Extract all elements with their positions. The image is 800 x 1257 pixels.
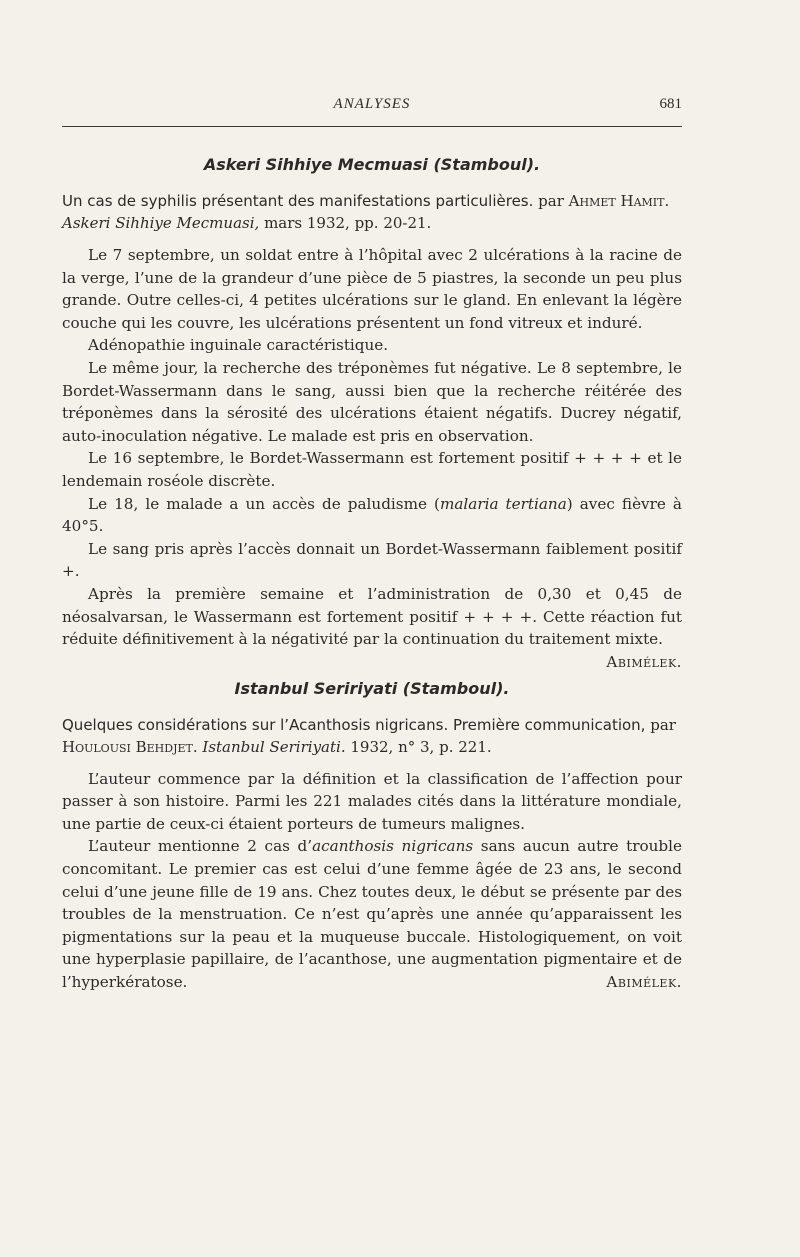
paragraph: Adénopathie inguinale caractéristique. (88, 336, 389, 355)
paragraph-acanthosis (62, 835, 682, 993)
journal-heading-1: Askeri Sihhiye Mecmuasi (Stamboul). (203, 155, 541, 174)
malaria-italic: malaria tertiana (439, 494, 567, 513)
header-rule (62, 126, 682, 127)
acanthosis-before: L’auteur mentionne 2 cas d’ (88, 837, 313, 856)
article-author-1: Ahmet Hamit. (568, 192, 670, 210)
acanthosis-italic: acanthosis nigricans (312, 837, 474, 856)
article-source-journal-2: Istanbul Seririyati. (202, 737, 346, 756)
signature-1: Abimélek. (606, 652, 682, 671)
article-author-2: Houlousi Behdjet. (62, 737, 198, 756)
paragraph-last-1 (62, 583, 682, 671)
running-head-title: ANALYSES (333, 96, 411, 112)
article-heading-1 (62, 190, 682, 234)
malaria-after: ) avec fièvre à 40°5. (62, 494, 682, 536)
article-heading-2 (62, 714, 682, 758)
paragraph: Le 16 septembre, le Bordet-Wassermann est fortement positif + + + + et le lendemain roséole discrète. (62, 449, 682, 490)
article-source-details-2: 1932, n° 3, p. 221. (350, 737, 492, 756)
paragraph-text: Après la première semaine et l’administration de 0,30 et 0,45 de néosalvarsan, le Wassermann est fortement positif + + + +. Cette réaction fut réduite définitivement à la négativité par la continuation du traitement mixte. (62, 584, 682, 649)
acanthosis-after: sans aucun autre trouble concomitant. Le premier cas est celui d’une femme âgée de 23 ans, le second celui d’une jeune fille de 19 ans. Chez toutes deux, le début se présente par des troubles de la menstruation. Ce n’est qu’après une année qu’apparaissent les pigmentations sur la peau et la muqueuse buccale. Histologiquement, on voit une hyperplasie papillaire, de l’acanthose, une augmentation pigmentaire et de l’hyperkératose. (62, 837, 683, 992)
article-title-1: Un cas de syphilis présentant des manifestations particulières. (62, 192, 534, 210)
section-2 (62, 679, 682, 994)
paragraph: Le sang pris après l’accès donnait un Bordet-Wassermann faiblement positif +. (62, 539, 682, 581)
running-head (62, 96, 682, 122)
paragraph: L’auteur commence par la définition et la classification de l’affection pour passer à son histoire. Parmi les 221 malades cités dans la littérature mondiale, une partie de ceux-ci étaient porteurs de tumeurs malignes. (62, 769, 682, 833)
paragraph-malaria (62, 493, 682, 538)
page-number: 681 (659, 96, 682, 112)
article-by-1: par (538, 192, 564, 210)
article-title-2: Quelques considérations sur l’Acanthosis nigricans. Première communication, (62, 715, 646, 734)
signature-2: Abimélek. (606, 973, 682, 992)
article-source-journal-1: Askeri Sihhiye Mecmuasi, (62, 214, 260, 232)
malaria-before: Le 18, le malade a un accès de paludisme ( (88, 494, 440, 513)
journal-heading-2: Istanbul Seririyati (Stamboul). (234, 678, 510, 698)
article-source-details-1: mars 1932, pp. 20-21. (264, 214, 432, 232)
page (62, 96, 682, 994)
paragraph: Le 7 septembre, un soldat entre à l’hôpital avec 2 ulcérations à la racine de la verge, l’une de la grandeur d’une pièce de 5 piastres, la seconde un peu plus grande. Outre celles-ci, 4 petites ulcérations sur le gland. En enlevant la légère couche qui les couvre, les ulcérations présentent un fond vitreux et induré. (62, 246, 682, 332)
article-by-2: par (650, 715, 676, 734)
paragraph: Le même jour, la recherche des tréponèmes fut négative. Le 8 septembre, le Bordet-Wassermann dans le sang, aussi bien que la recherche réitérée des tréponèmes dans la sérosité des ulcérations étaient négatifs. Ducrey négatif, auto-inoculation négative. Le malade est pris en observation. (62, 358, 682, 445)
